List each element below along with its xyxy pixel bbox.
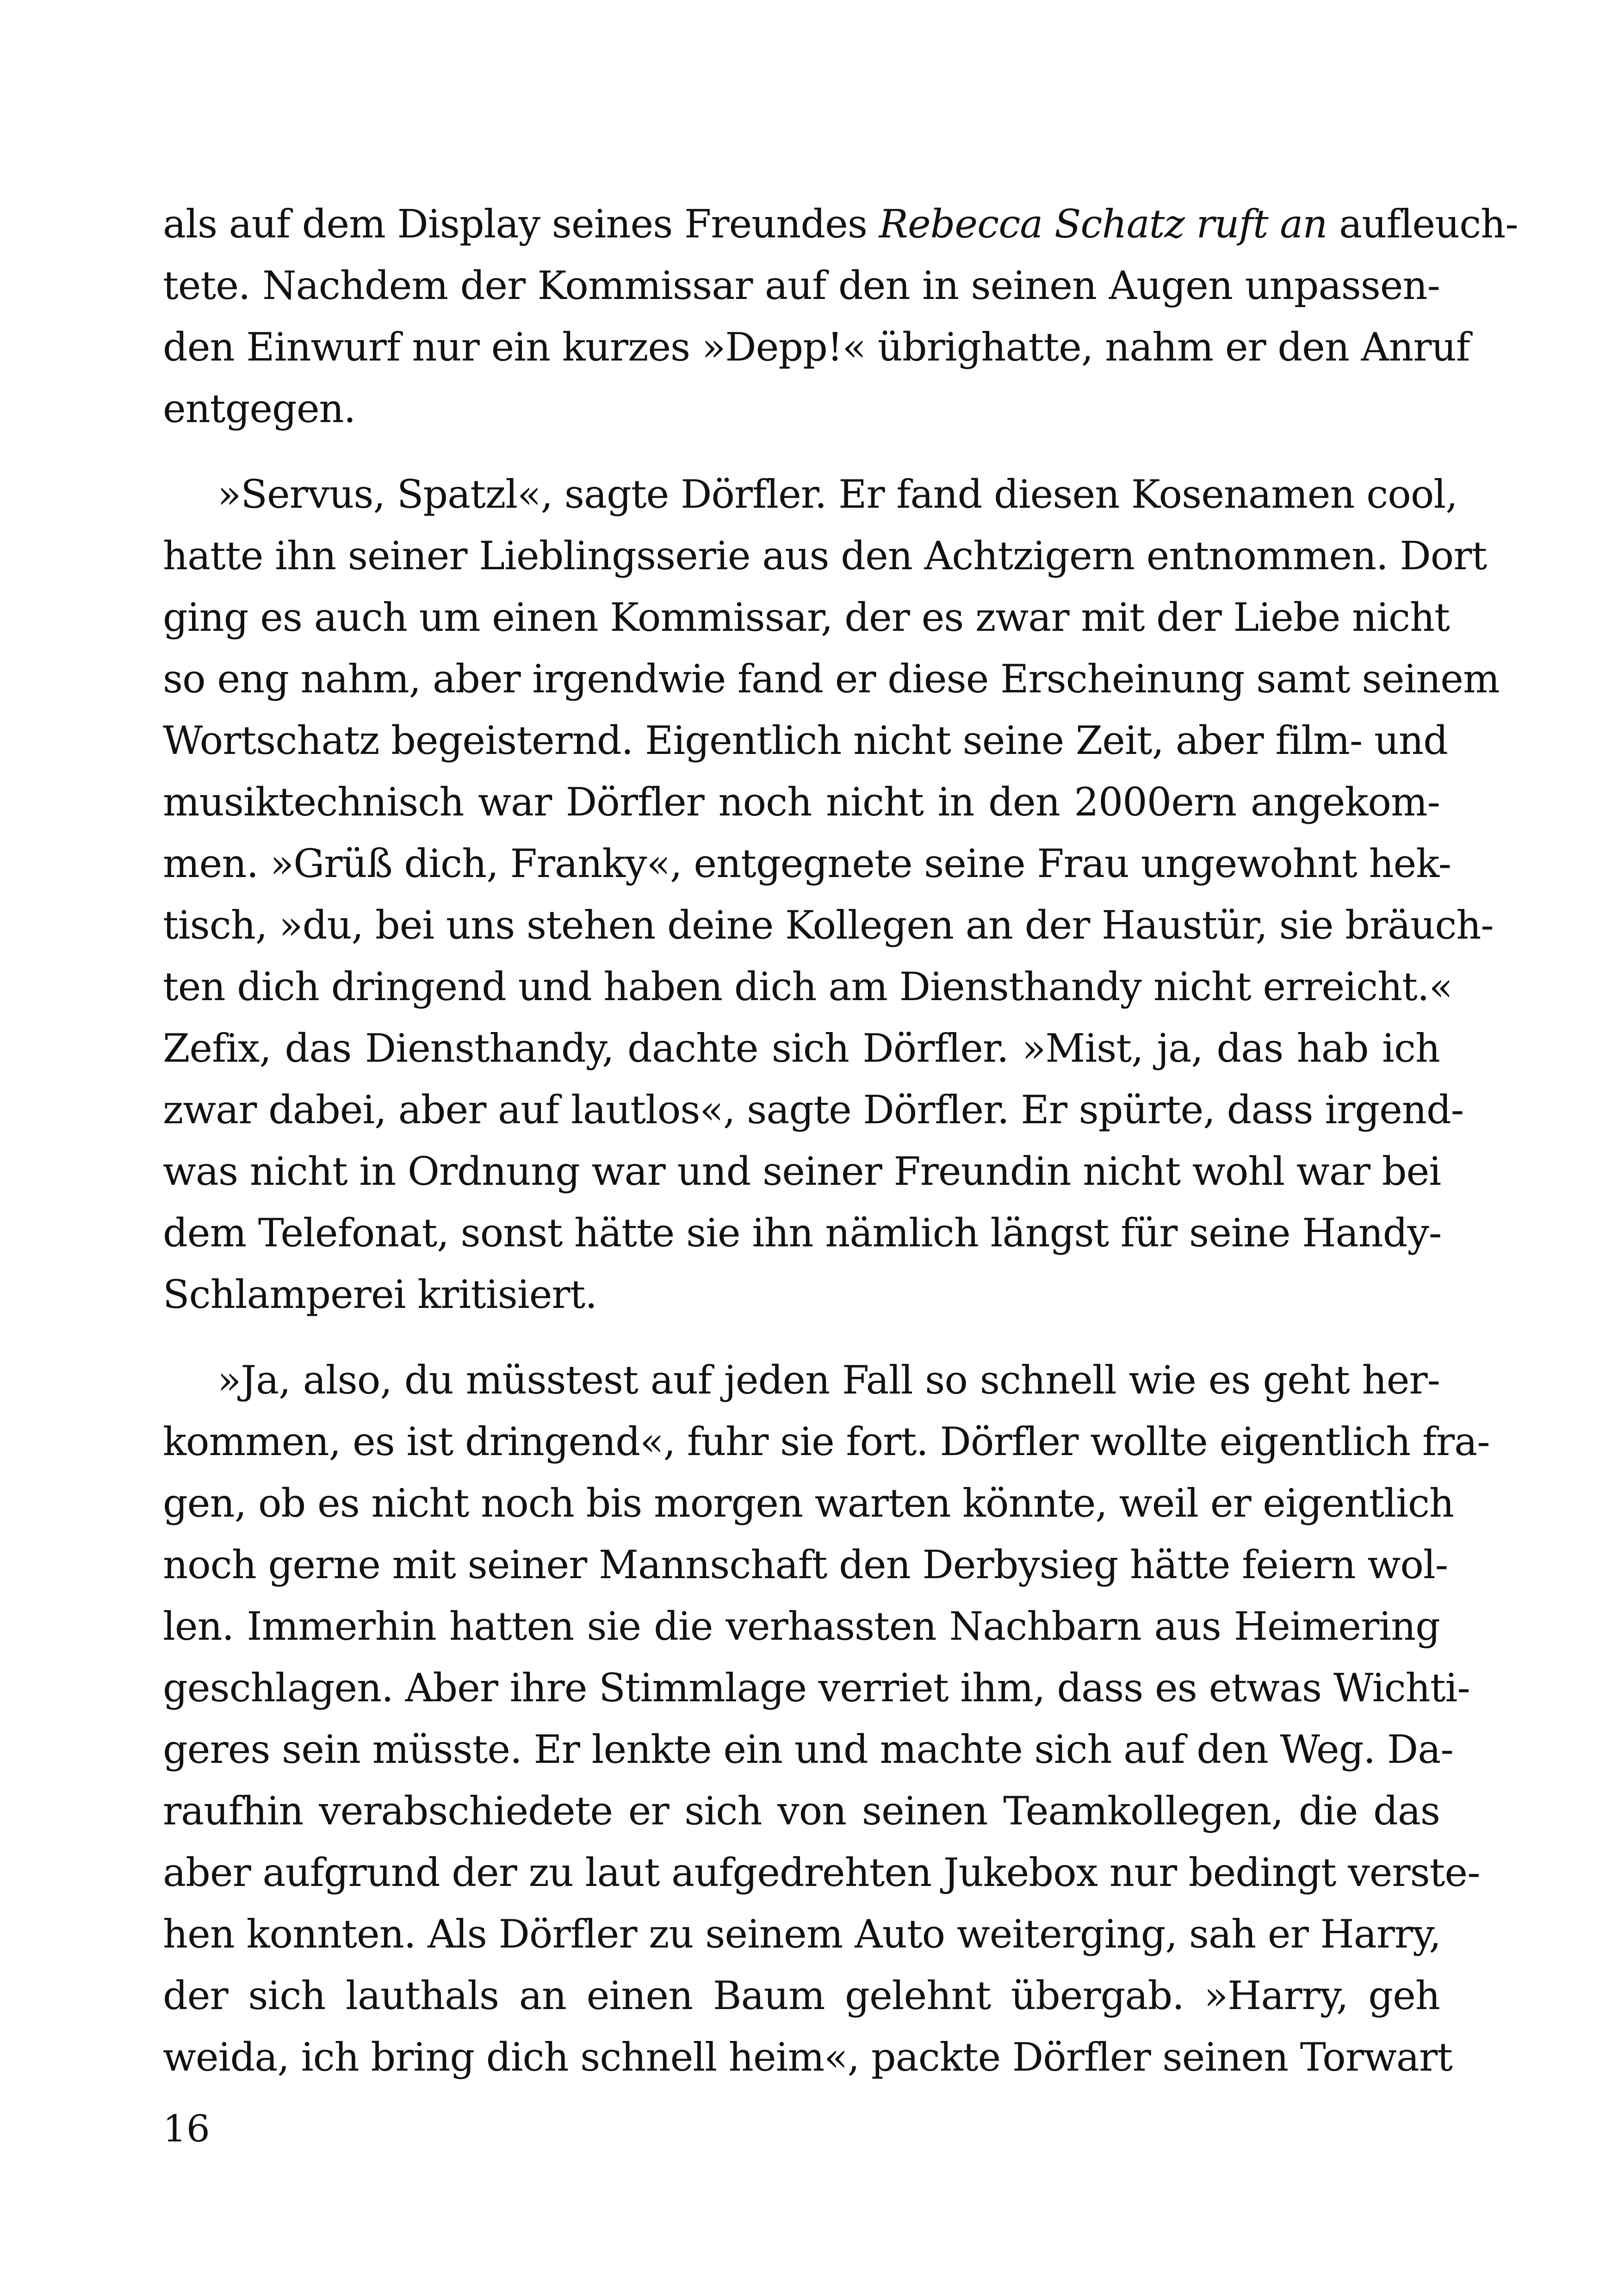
text-run: ten dich dringend und haben dich am Diensthandy nicht erreicht.«	[163, 964, 1452, 1009]
text-run: aufleuch-	[1327, 201, 1518, 247]
text-line	[163, 378, 1440, 440]
text-run: zwar dabei, aber auf lautlos«, sagte Dörfler. Er spürte, dass irgend-	[163, 1087, 1464, 1132]
text-line	[163, 1079, 1464, 1141]
text-run: geres sein müsste. Er lenkte ein und machte sich auf den Weg. Da-	[163, 1727, 1453, 1772]
text-run: dem Telefonat, sonst hätte sie ihn nämlich längst für seine Handy-	[163, 1210, 1442, 1256]
text-run: als auf dem Display seines Freundes	[163, 201, 879, 247]
text-line	[163, 1018, 1440, 1079]
text-run: entgegen.	[163, 386, 356, 431]
text-line	[163, 255, 1440, 317]
text-run: gen, ob es nicht noch bis morgen warten könnte, weil er eigentlich	[163, 1481, 1454, 1526]
text-run: raufhin verabschiedete er sich von seinen Teamkollegen, die das	[163, 1788, 1440, 1834]
text-run: musiktechnisch war Dörfler noch nicht in den 2000ern angekom-	[163, 779, 1440, 825]
text-line	[163, 1202, 1440, 1264]
text-run: der sich lauthals an einen Baum gelehnt übergab. »Harry, geh	[163, 1973, 1440, 2018]
text-run: so eng nahm, aber irgendwie fand er diese Erscheinung samt seinem	[163, 656, 1500, 702]
text-line	[163, 1842, 1480, 1904]
text-line	[163, 1780, 1440, 1842]
page-number: 16	[163, 2107, 210, 2150]
text-line	[163, 1141, 1440, 1202]
text-line	[163, 710, 1448, 772]
text-run: den Einwurf nur ein kurzes »Depp!« übrighatte, nahm er den Anruf	[163, 324, 1470, 370]
text-run: kommen, es ist dringend«, fuhr sie fort. Dörfler wollte eigentlich fra-	[163, 1419, 1490, 1464]
text-run: aber aufgrund der zu laut aufgedrehten Jukebox nur bedingt verste-	[163, 1850, 1480, 1895]
text-run: ging es auch um einen Kommissar, der es zwar mit der Liebe nicht	[163, 595, 1450, 640]
text-run: len. Immerhin hatten sie die verhassten Nachbarn aus Heimering	[163, 1604, 1440, 1649]
text-line	[163, 1473, 1454, 1534]
text-line	[163, 956, 1452, 1018]
text-line	[163, 772, 1440, 833]
text-run: »Servus, Spatzl«, sagte Dörfler. Er fand diesen Kosenamen cool,	[217, 472, 1458, 517]
text-line	[163, 1657, 1470, 1719]
paragraph	[163, 464, 1500, 1325]
text-line	[163, 2027, 1452, 2088]
text-run: noch gerne mit seiner Mannschaft den Derbysieg hätte feiern wol-	[163, 1542, 1448, 1587]
text-line	[163, 193, 1518, 255]
text-line	[163, 895, 1494, 956]
text-run: Schlamperei kritisiert.	[163, 1272, 597, 1317]
text-line	[163, 1534, 1448, 1596]
paragraph	[163, 193, 1518, 440]
text-line	[163, 525, 1487, 587]
text-run: »Ja, also, du müsstest auf jeden Fall so schnell wie es geht her-	[217, 1357, 1440, 1403]
text-line	[163, 1350, 1440, 1411]
text-line	[163, 1965, 1440, 2027]
text-run: hatte ihn seiner Lieblingsserie aus den Achtzigern entnommen. Dort	[163, 533, 1487, 579]
text-line	[163, 1596, 1440, 1657]
text-run: was nicht in Ordnung war und seiner Freundin nicht wohl war bei	[163, 1149, 1441, 1194]
text-line	[163, 1719, 1453, 1780]
text-line	[163, 317, 1470, 378]
text-run: Wortschatz begeisternd. Eigentlich nicht seine Zeit, aber film- und	[163, 718, 1448, 763]
body-text	[163, 193, 1518, 2088]
text-run: weida, ich bring dich schnell heim«, packte Dörfler seinen Torwart	[163, 2035, 1452, 2080]
text-line	[163, 648, 1500, 710]
text-line	[163, 1904, 1440, 1965]
text-line	[163, 1264, 1440, 1325]
text-line	[163, 587, 1450, 648]
text-run: tete. Nachdem der Kommissar auf den in seinen Augen unpassen-	[163, 263, 1440, 308]
text-line	[163, 833, 1451, 895]
italic-text: Rebecca Schatz ruft an	[879, 201, 1327, 247]
text-run: hen konnten. Als Dörfler zu seinem Auto weiterging, sah er Harry,	[163, 1911, 1441, 1957]
text-run: tisch, »du, bei uns stehen deine Kollegen an der Haustür, sie bräuch-	[163, 902, 1494, 948]
text-run: Zefix, das Diensthandy, dachte sich Dörfler. »Mist, ja, das hab ich	[163, 1026, 1440, 1071]
text-run: men. »Grüß dich, Franky«, entgegnete seine Frau ungewohnt hek-	[163, 841, 1451, 886]
text-line	[163, 1411, 1490, 1473]
text-run: geschlagen. Aber ihre Stimmlage verriet ihm, dass es etwas Wichti-	[163, 1665, 1470, 1711]
paragraph	[163, 1350, 1490, 2088]
text-line	[163, 464, 1458, 525]
